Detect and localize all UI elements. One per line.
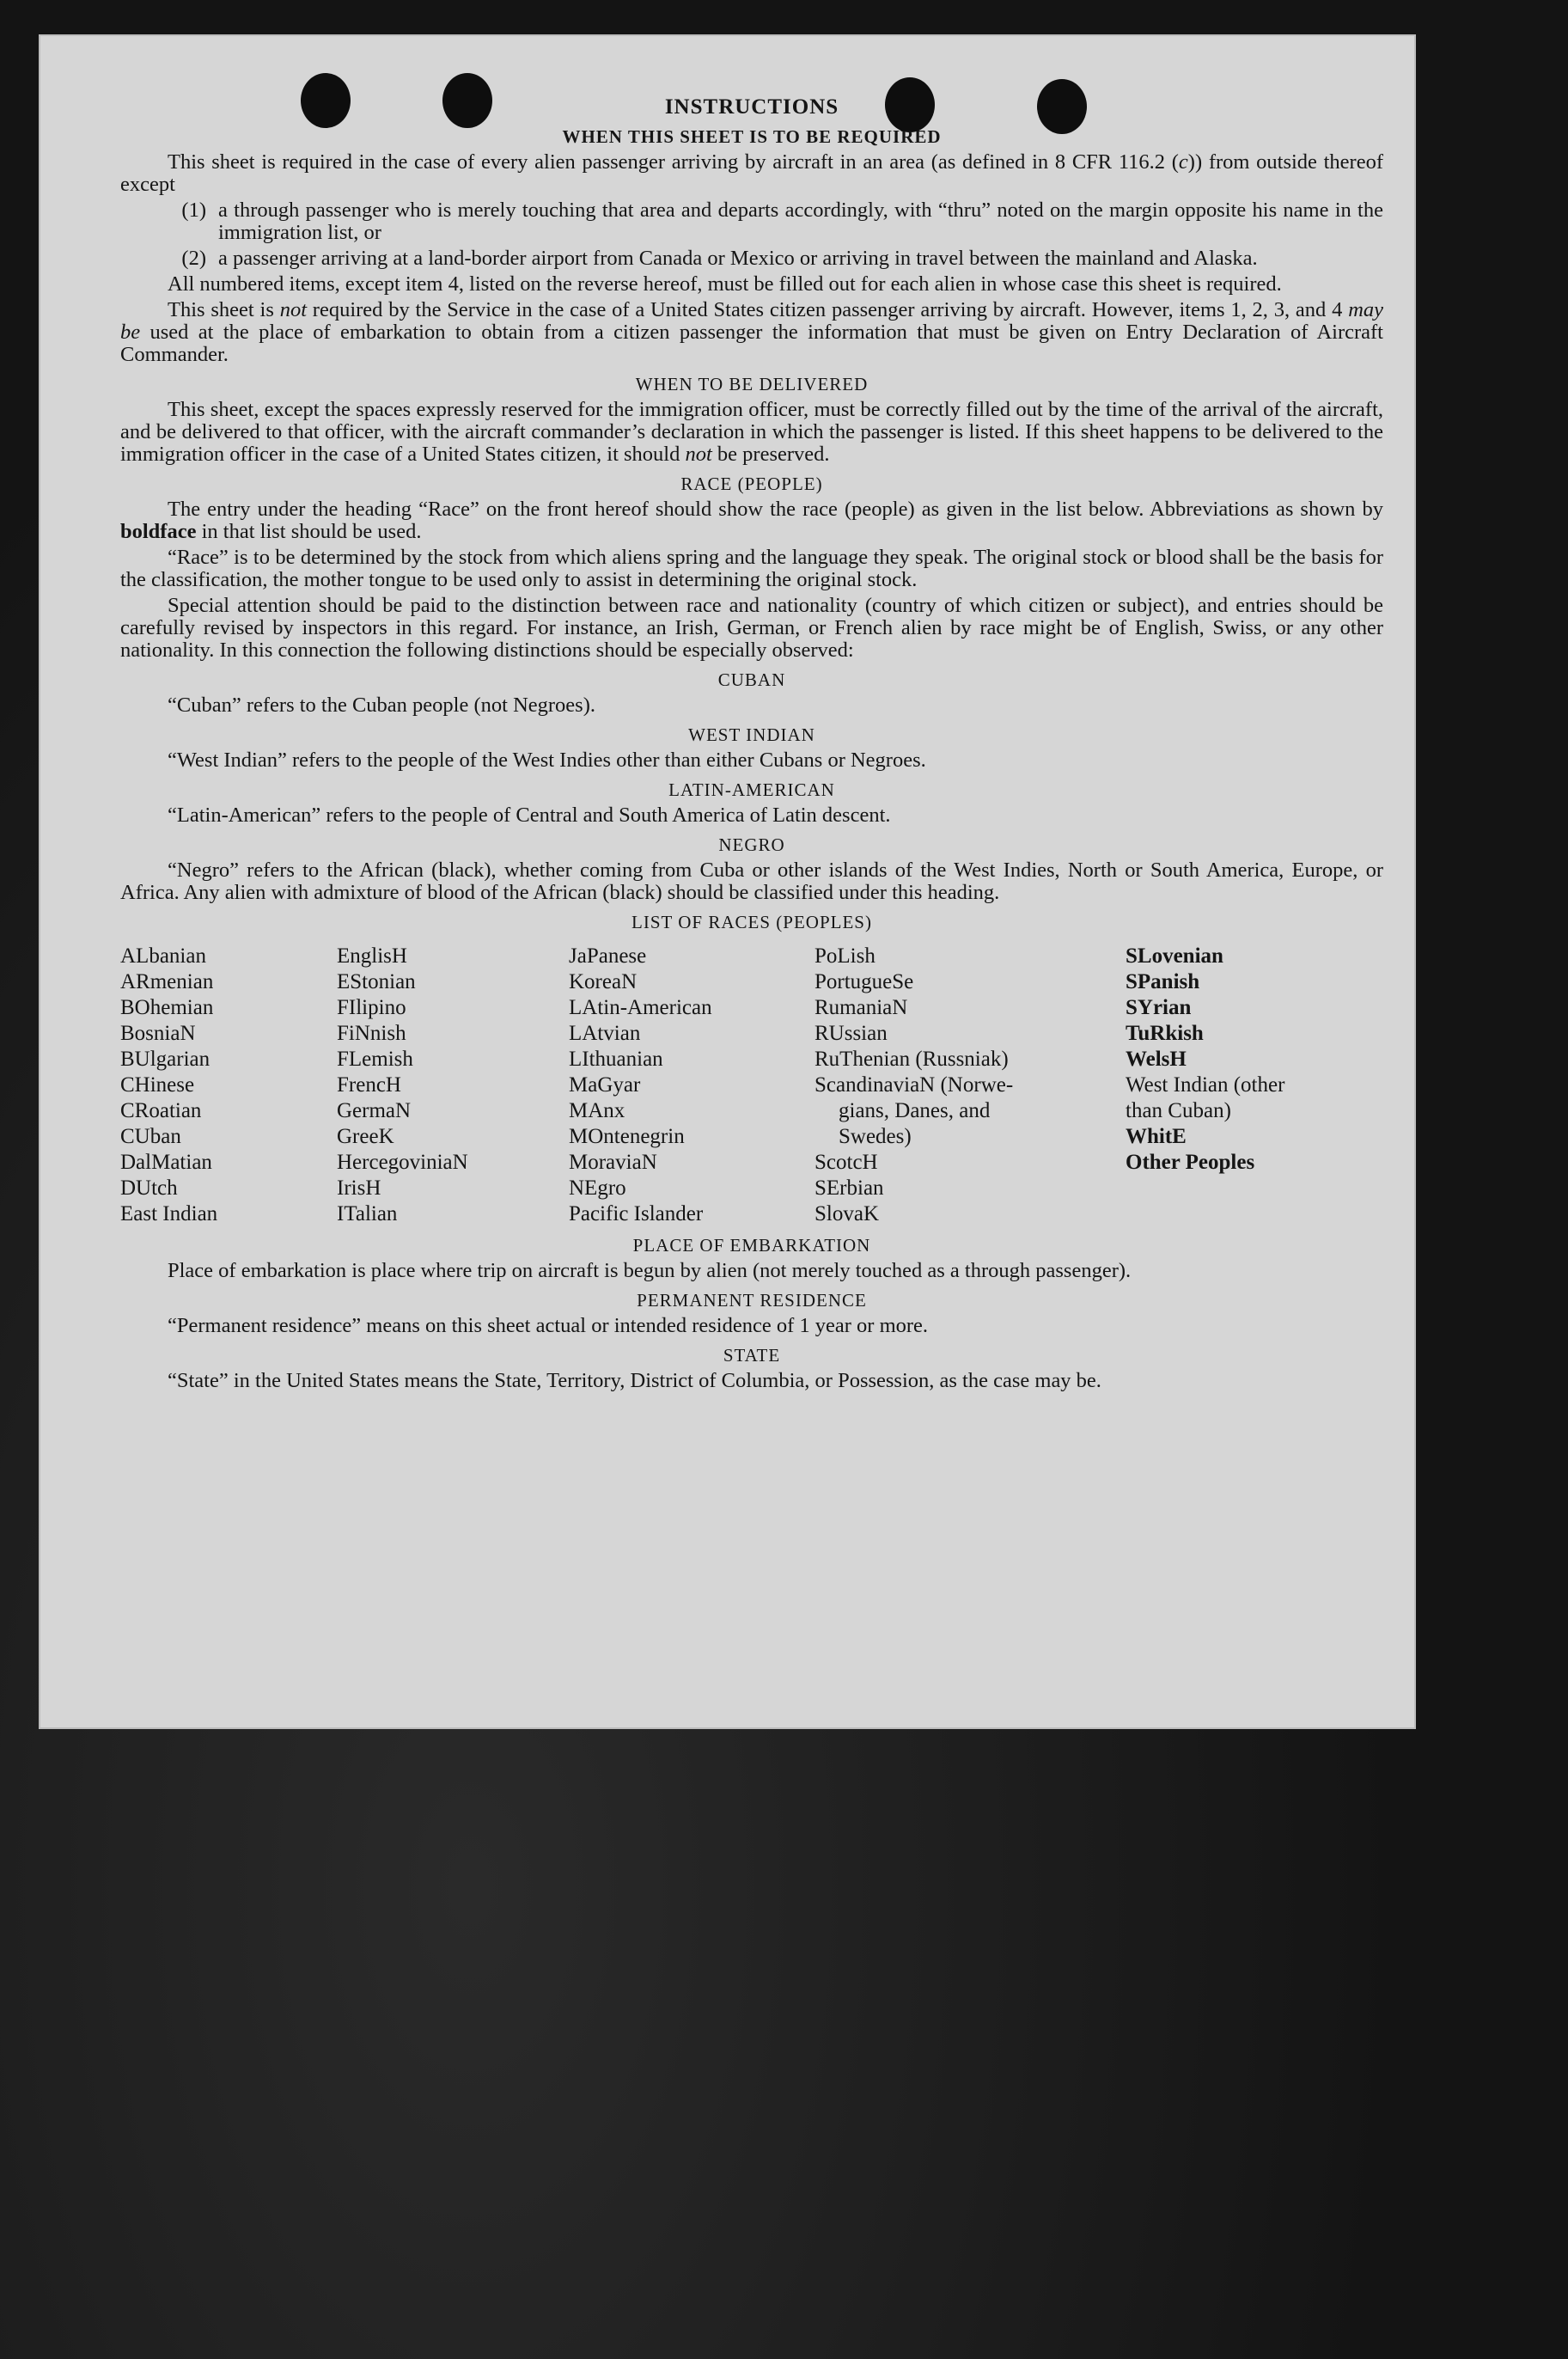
race-entry: HercegoviniaN [337, 1151, 468, 1174]
latin-american-paragraph: “Latin-American” refers to the people of Central and South America of Latin descent. [168, 804, 891, 827]
race-entry: WhitE [1126, 1125, 1187, 1148]
race-entry: NEgro [569, 1176, 626, 1200]
race-entry: FiNnish [337, 1022, 406, 1045]
when-required-paragraph: This sheet is required in the case of every alien passenger arriving by aircraft in an area (as defined in 8 CFR 116.2 (c)) from outside thereof except [120, 150, 1383, 196]
race-entry: Pacific Islander [569, 1202, 704, 1225]
race-entry: DalMatian [120, 1151, 212, 1174]
citizen-paragraph: This sheet is not required by the Service in the case of a United States citizen passenger arriving by aircraft. However, items 1, 2, 3, and 4 may be used at the place of embarkation to obtain from a citizen passenger the information that must be given on Entry Declaration of Aircraft Commander. [120, 298, 1384, 366]
page-title: INSTRUCTIONS [664, 95, 839, 119]
cuban-paragraph: “Cuban” refers to the Cuban people (not Negroes). [168, 694, 595, 717]
races-column-4 [815, 944, 1013, 1227]
when-delivered-heading: WHEN TO BE DELIVERED [635, 374, 869, 394]
race-entry: RUssian [815, 1022, 888, 1045]
race-entry: SPanish [1126, 970, 1200, 993]
race-entry: LAtvian [569, 1022, 641, 1045]
race-entry: PoLish [815, 944, 876, 968]
west-indian-paragraph: “West Indian” refers to the people of the West Indies other than either Cubans or Negroes. [168, 749, 926, 772]
race-entry: Swedes) [839, 1125, 912, 1148]
race-entry: ALbanian [120, 944, 206, 968]
race-entry: RumaniaN [815, 996, 908, 1019]
races-list [120, 944, 1383, 1227]
races-list-heading: LIST OF RACES (PEOPLES) [631, 912, 872, 932]
race-paragraph-2: “Race” is to be determined by the stock from which aliens spring and the language they speak. The original stock or blood shall be the basis for the classification, the mother tongue to be used only to assist in determining the original stock. [120, 546, 1383, 591]
race-entry: DUtch [120, 1176, 178, 1200]
race-entry: ARmenian [120, 970, 214, 993]
race-entry: SLovenian [1126, 944, 1223, 968]
embarkation-paragraph: Place of embarkation is place where trip on aircraft is begun by alien (not merely touched as a through passenger). [168, 1259, 1132, 1282]
race-entry: than Cuban) [1126, 1099, 1231, 1122]
instructions-content [120, 96, 1383, 1396]
race-entry: GreeK [337, 1125, 394, 1148]
race-entry: EnglisH [337, 944, 407, 968]
numbered-items-paragraph: All numbered items, except item 4, listed on the reverse hereof, must be filled out for each alien in whose case this sheet is required. [168, 272, 1282, 296]
races-column-1 [120, 944, 217, 1227]
race-entry: RuThenian (Russniak) [815, 1048, 1009, 1071]
race-entry: LAtin-American [569, 996, 712, 1019]
race-entry: BOhemian [120, 996, 214, 1019]
race-entry: PortugueSe [815, 970, 914, 993]
cuban-heading: CUBAN [717, 669, 786, 690]
race-entry: WelsH [1126, 1048, 1187, 1071]
race-entry: TuRkish [1126, 1022, 1204, 1045]
race-entry: FIlipino [337, 996, 406, 1019]
race-entry: FLemish [337, 1048, 413, 1071]
races-column-2 [337, 944, 468, 1227]
race-entry: CHinese [120, 1073, 195, 1097]
race-entry: CUban [120, 1125, 181, 1148]
when-required-heading: WHEN THIS SHEET IS TO BE REQUIRED [562, 126, 942, 147]
state-heading: STATE [723, 1345, 781, 1366]
race-entry: Other Peoples [1126, 1151, 1255, 1174]
embarkation-heading: PLACE OF EMBARKATION [632, 1235, 871, 1256]
race-entry: ScandinaviaN (Norwe- [815, 1073, 1014, 1097]
latin-american-heading: LATIN-AMERICAN [668, 779, 835, 800]
race-entry: West Indian (other [1126, 1073, 1285, 1097]
race-entry: LIthuanian [569, 1048, 663, 1071]
race-paragraph-1: The entry under the heading “Race” on the front hereof should show the race (people) as given in the list below. Abbreviations as shown by boldface in that list should be used. [120, 498, 1383, 543]
document-page [39, 34, 1416, 1729]
race-entry: FrencH [337, 1073, 401, 1097]
race-paragraph-3: Special attention should be paid to the distinction between race and nationality (country of which citizen or subject), and entries should be carefully revised by inspectors in this regard. For instance, an Irish, German, or French alien by race might be of English, Swiss, or any other nationality. In this connection the following distinctions should be especially observed: [120, 594, 1383, 662]
race-entry: MaGyar [569, 1073, 641, 1097]
race-entry: BUlgarian [120, 1048, 210, 1071]
race-entry: MoraviaN [569, 1151, 657, 1174]
race-entry: CRoatian [120, 1099, 202, 1122]
race-entry: East Indian [120, 1202, 218, 1225]
state-paragraph: “State” in the United States means the State, Territory, District of Columbia, or Possession, as the case may be. [168, 1369, 1101, 1392]
race-heading: RACE (PEOPLE) [680, 474, 823, 494]
race-entry: BosniaN [120, 1022, 196, 1045]
when-delivered-paragraph: This sheet, except the spaces expressly reserved for the immigration officer, must be correctly filled out by the time of the arrival of the aircraft, and be delivered to that officer, with the aircraft commander’s declaration in which the passenger is listed. If this sheet happens to be delivered to the immigration officer in the case of a United States citizen, it should not be preserved. [120, 398, 1383, 466]
residence-heading: PERMANENT RESIDENCE [637, 1290, 867, 1311]
race-entry: ITalian [337, 1202, 398, 1225]
residence-paragraph: “Permanent residence” means on this sheet actual or intended residence of 1 year or more. [168, 1314, 929, 1337]
exception-item: (1) a through passenger who is merely touching that area and departs accordingly, with “thru” noted on the margin opposite his name in the immigration list, or [181, 199, 1383, 244]
west-indian-heading: WEST INDIAN [688, 724, 815, 745]
race-entry: SErbian [815, 1176, 884, 1200]
race-entry: IrisH [337, 1176, 381, 1200]
negro-heading: NEGRO [718, 834, 785, 855]
races-column-5 [1126, 944, 1284, 1176]
exception-item: (2) a passenger arriving at a land-border airport from Canada or Mexico or arriving in travel between the mainland and Alaska. [181, 247, 1258, 270]
race-entry: gians, Danes, and [839, 1099, 991, 1122]
races-column-3 [569, 944, 712, 1227]
race-entry: EStonian [337, 970, 416, 993]
race-entry: MOntenegrin [569, 1125, 685, 1148]
race-entry: KoreaN [569, 970, 638, 993]
race-entry: SYrian [1126, 996, 1192, 1019]
negro-paragraph: “Negro” refers to the African (black), whether coming from Cuba or other islands of the West Indies, North or South America, Europe, or Africa. Any alien with admixture of blood of the African (black) should be classified under this heading. [120, 859, 1383, 904]
race-entry: JaPanese [569, 944, 647, 968]
race-entry: ScotcH [815, 1151, 878, 1174]
race-entry: GermaN [337, 1099, 412, 1122]
race-entry: MAnx [569, 1099, 625, 1122]
race-entry: SlovaK [815, 1202, 879, 1225]
